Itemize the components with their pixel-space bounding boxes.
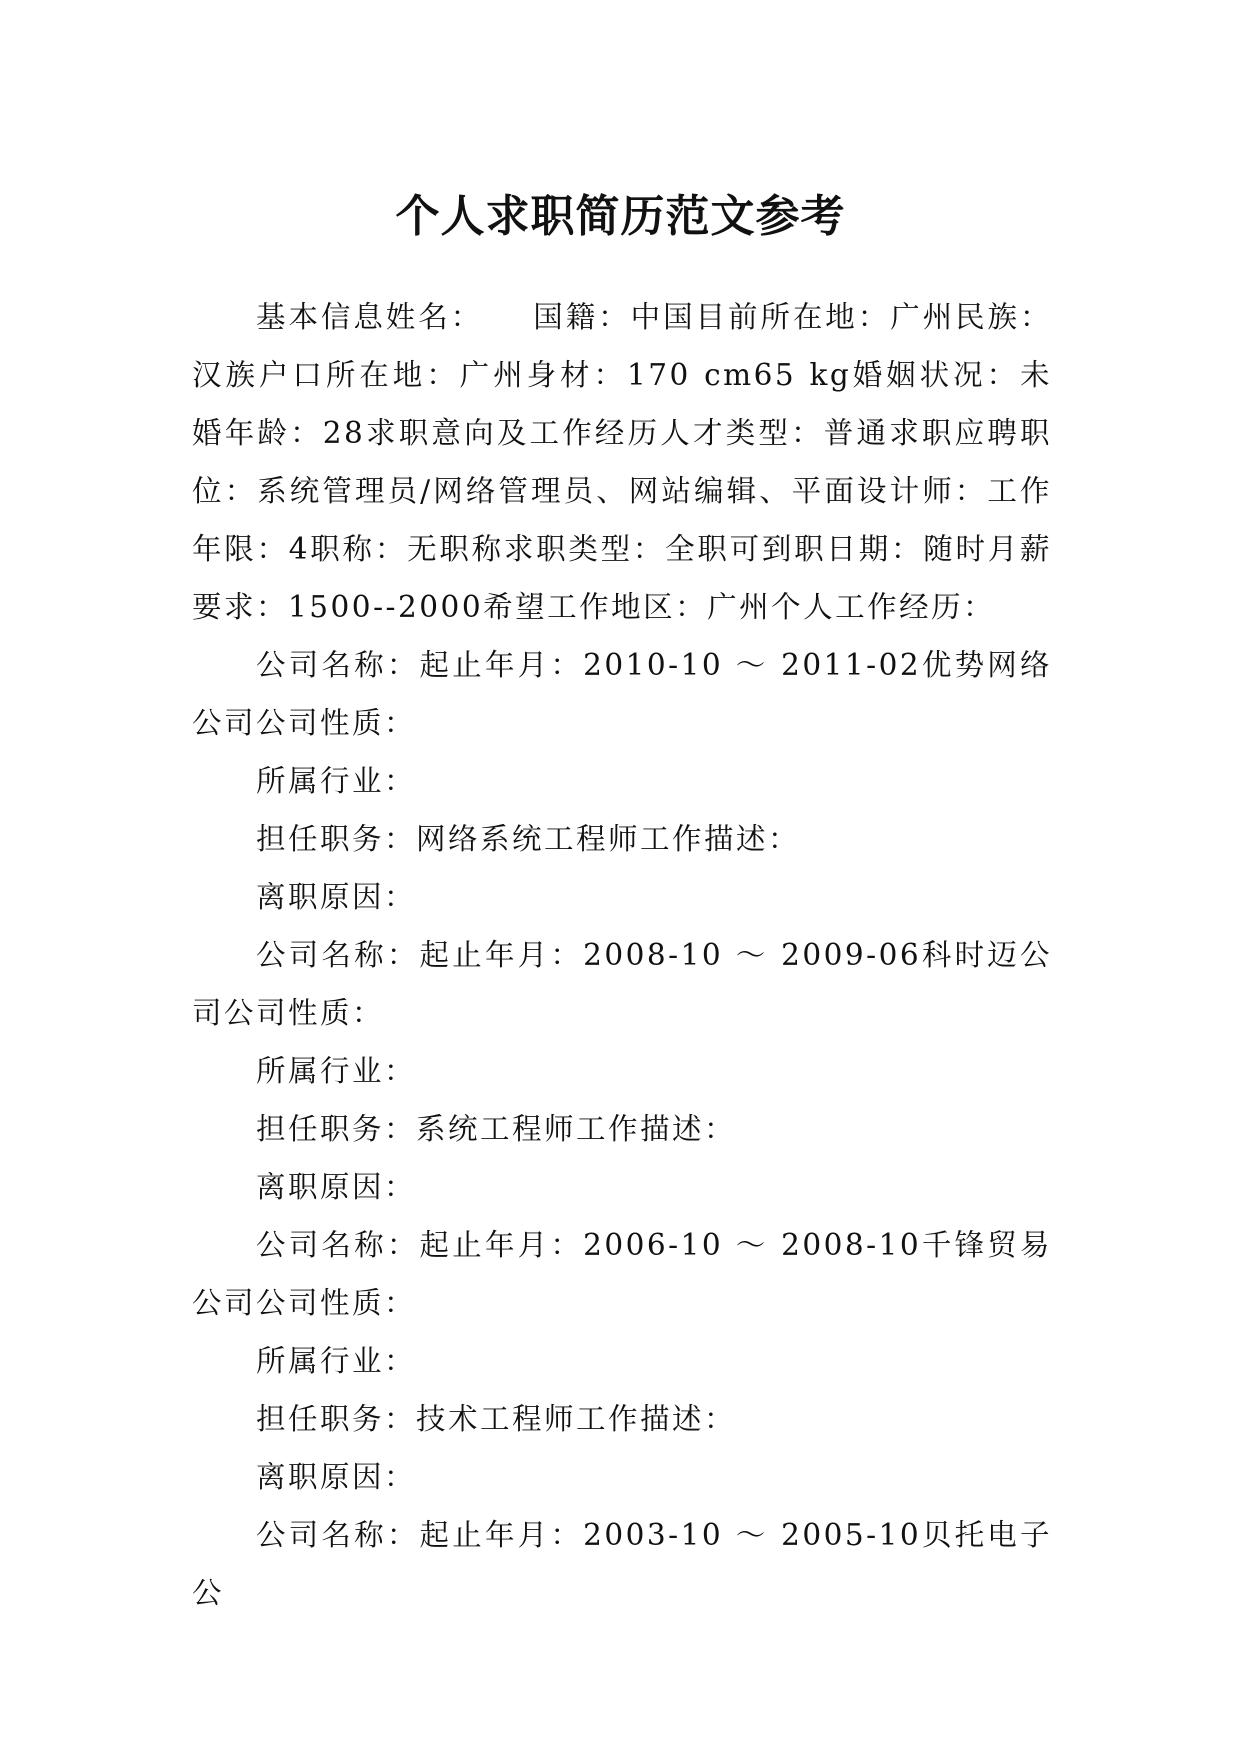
company-3-industry: 所属行业： — [256, 1344, 417, 1378]
basic-info-paragraph: 基本信息姓名： 国籍：中国目前所在地：广州民族：汉族户口所在地：广州身材：170 cm65 kg婚姻状况：未婚年龄：28求职意向及工作经历人才类型：普通求职应聘职位：系统管理员/网络管理员、网站编辑、平面设计师：工作年限：4职称：无职称求职类型：全职可到职日期：随时月薪要求：1500--2000希望工作地区：广州个人工作经历： — [192, 300, 1052, 624]
company-3-position: 担任职务：技术工程师工作描述： — [256, 1402, 737, 1436]
company-3-leave-reason: 离职原因： — [256, 1460, 417, 1494]
company-4-name-dates: 公司名称：起止年月：2003-10 ～ 2005-10贝托电子公 — [192, 1518, 1052, 1610]
company-1-industry: 所属行业： — [256, 764, 417, 798]
company-1-position: 担任职务：网络系统工程师工作描述： — [256, 822, 801, 856]
company-2-leave-reason: 离职原因： — [256, 1170, 417, 1204]
company-2-industry: 所属行业： — [256, 1054, 417, 1088]
company-1-leave-reason: 离职原因： — [256, 880, 417, 914]
document-title: 个人求职简历范文参考 — [395, 191, 846, 243]
company-3-name-dates: 公司名称：起止年月：2006-10 ～ 2008-10千锋贸易公司公司性质： — [192, 1228, 1052, 1320]
company-2-name-dates: 公司名称：起止年月：2008-10 ～ 2009-06科时迈公司公司性质： — [192, 938, 1052, 1030]
company-2-position: 担任职务：系统工程师工作描述： — [256, 1112, 737, 1146]
document-body — [192, 288, 1052, 1622]
company-1-name-dates: 公司名称：起止年月：2010-10 ～ 2011-02优势网络公司公司性质： — [192, 648, 1052, 740]
